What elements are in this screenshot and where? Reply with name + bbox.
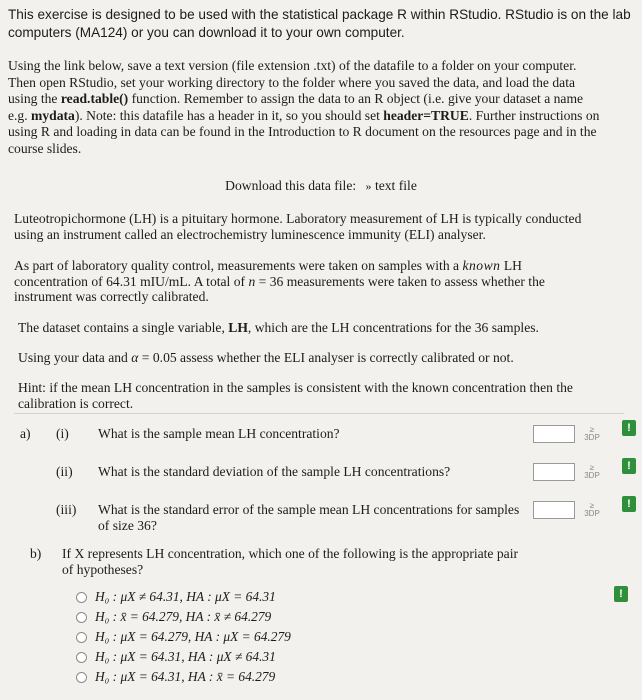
- decimal-places-hint: ≥ 3DP: [584, 425, 600, 442]
- alert-icon: !: [622, 458, 636, 474]
- standard-deviation-input[interactable]: [533, 463, 575, 481]
- question-ii-text: What is the standard deviation of the sample LH concentrations?: [98, 464, 451, 479]
- question-ii-label: (ii): [56, 464, 73, 479]
- intro-line: This exercise is designed to be used with the statistical package R within RStudio. RStudio is on the lab: [8, 7, 631, 22]
- question-iii-text: What is the standard error of the sample mean LH concentrations for samples of size 36?: [98, 502, 520, 533]
- instructions-line: Then open RStudio, set your working directory to the folder where you saved the data, and load the data: [8, 74, 576, 90]
- download-label: Download this data file:: [225, 178, 357, 193]
- hypothesis-option[interactable]: H₀ : μX ≠ 64.31, HA : μX = 64.31: [76, 589, 276, 605]
- radio-button[interactable]: [76, 612, 87, 623]
- question-i-text: What is the sample mean LH concentration?: [98, 426, 340, 441]
- instructions-line: Using the link below, save a text version (file extension .txt) of the datafile to a folder on your computer.: [8, 58, 577, 73]
- significance-instruction: Using your data and α = 0.05 assess whether the ELI analyser is correctly calibrated or not.: [18, 350, 514, 365]
- download-row: [8, 178, 634, 194]
- decimal-places-hint: ≥ 3DP: [584, 463, 600, 480]
- hypothesis-option[interactable]: H₀ : μX = 64.31, HA : μX ≠ 64.31: [76, 649, 276, 665]
- intro-paragraph: [8, 6, 634, 41]
- hypothesis-option[interactable]: H₀ : μX = 64.31, HA : x̄ = 64.279: [76, 669, 275, 685]
- decimal-places-hint: ≥ 3DP: [584, 501, 600, 518]
- radio-button[interactable]: [76, 632, 87, 643]
- instructions-line: course slides.: [8, 140, 82, 156]
- standard-error-input[interactable]: [533, 501, 575, 519]
- dataset-description: The dataset contains a single variable, LH, which are the LH concentrations for the 36 samples.: [18, 320, 539, 335]
- question-iii-label: (iii): [56, 502, 77, 517]
- instructions-paragraph: [8, 58, 634, 158]
- hypothesis-option[interactable]: H₀ : μX = 64.279, HA : μX = 64.279: [76, 629, 291, 645]
- lh-intro-paragraph: Luteotropichormone (LH) is a pituitary hormone. Laboratory measurement of LH is typically conducted using an instrument called an electrochemistry luminescence immunity (ELI) analyser.: [14, 211, 582, 242]
- instructions-line: using the read.table() function. Remember to assign the data to an R object (i.e. give your dataset a name: [8, 91, 584, 107]
- instructions-line: using R and loading in data can be found in the Introduction to R document on the resources page and in the: [8, 124, 597, 140]
- radio-button[interactable]: [76, 652, 87, 663]
- hypothesis-option[interactable]: H₀ : x̄ = 64.279, HA : x̄ ≠ 64.279: [76, 609, 271, 625]
- alert-icon: !: [622, 496, 636, 512]
- quality-control-paragraph: As part of laboratory quality control, measurements were taken on samples with a known LH concentration of 64.31 mIU/mL. A total of n = 36 measurements were taken to assess whether the instrument was correctly calibrated.: [14, 258, 545, 304]
- download-text-file-link[interactable]: » text file: [365, 178, 417, 193]
- radio-button[interactable]: [76, 592, 87, 603]
- question-a-label: a): [20, 426, 31, 441]
- alert-icon: !: [614, 586, 628, 602]
- sample-mean-input[interactable]: [533, 425, 575, 443]
- question-i-label: (i): [56, 426, 69, 441]
- hint-paragraph: Hint: if the mean LH concentration in the samples is consistent with the known concentration then the calibration is correct.: [18, 380, 573, 411]
- divider: [14, 413, 624, 414]
- radio-button[interactable]: [76, 672, 87, 683]
- instructions-line: e.g. mydata). Note: this datafile has a header in it, so you should set header=TRUE. Further instructions on: [8, 107, 600, 123]
- link-arrow-icon: »: [365, 179, 372, 193]
- intro-line: computers (MA124) or you can download it to your own computer.: [8, 24, 405, 40]
- question-b-label: b): [30, 546, 42, 561]
- question-b-text: If X represents LH concentration, which one of the following is the appropriate pair of hypotheses?: [62, 546, 518, 577]
- alert-icon: !: [622, 420, 636, 436]
